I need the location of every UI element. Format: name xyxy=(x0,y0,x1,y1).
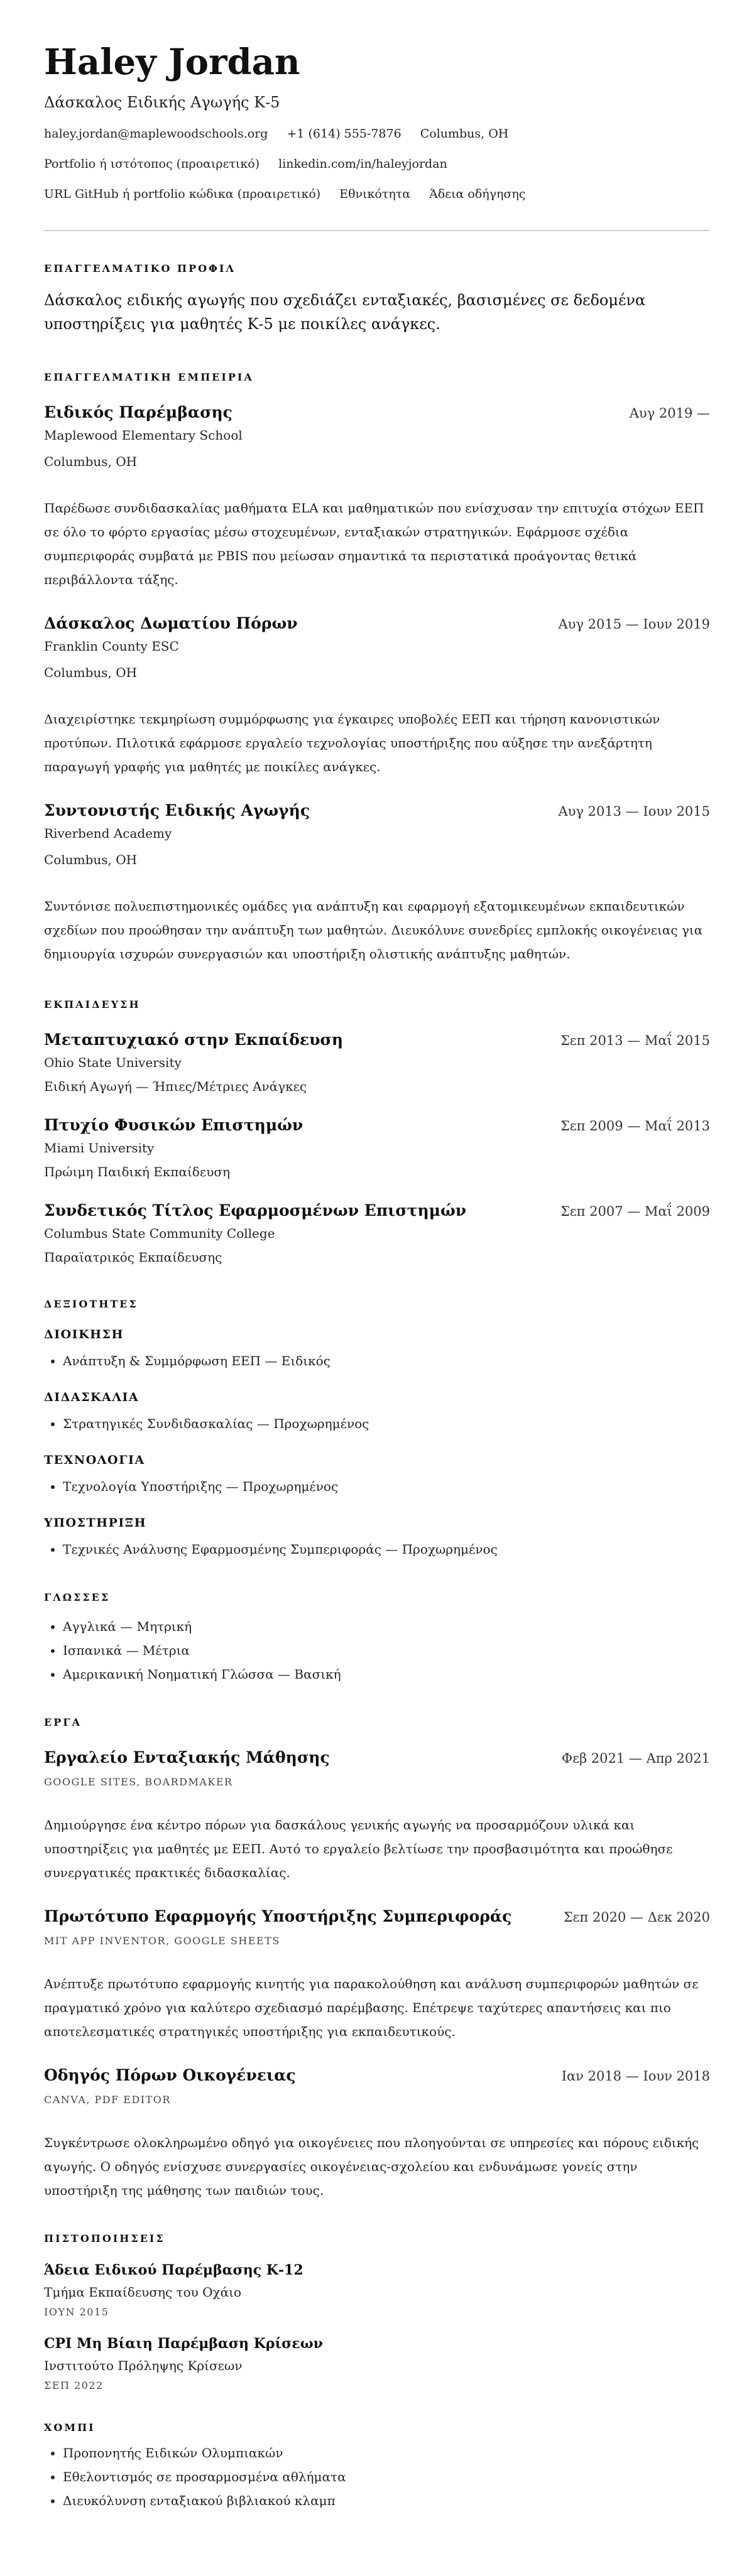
hobby-item: • Διευκόλυνση ενταξιακού βιβλιακού κλαμπ xyxy=(63,2489,710,2513)
skill-category: ΔΙΔΑΣΚΑΛΙΑ xyxy=(44,1390,139,1404)
linkedin-link[interactable]: linkedin.com/in/haleyjordan xyxy=(278,157,447,171)
certification-date: ΙΟΥΝ 2015 xyxy=(44,2306,109,2318)
certification-issuer: Ινστιτούτο Πρόληψης Κρίσεων xyxy=(44,2358,243,2373)
education-entry xyxy=(44,1029,710,1096)
language-item: • Ισπανικά — Μέτρια xyxy=(63,1638,710,1662)
phone-number[interactable]: +1 (614) 555-7876 xyxy=(287,127,402,141)
education-dates: Σεπ 2013 — Μαΐ 2015 xyxy=(560,1033,710,1048)
hobbies-section xyxy=(44,2422,710,2513)
section-heading: ΔΕΞΙΟΤΗΤΕΣ xyxy=(44,1298,138,1310)
profile-section xyxy=(44,262,710,336)
degree: Πτυχίο Φυσικών Επιστημών xyxy=(44,1116,303,1134)
experience-entry xyxy=(44,402,710,592)
experience-entry xyxy=(44,613,710,779)
license-text: Άδεια οδήγησης xyxy=(429,187,526,201)
experience-section xyxy=(44,371,710,966)
job-location: Columbus, OH xyxy=(44,852,138,867)
certification-name: CPI Μη Βίαιη Παρέμβαση Κρίσεων xyxy=(44,2335,323,2352)
education-dates: Σεπ 2009 — Μαΐ 2013 xyxy=(560,1118,710,1134)
language-item: • Αγγλικά — Μητρική xyxy=(63,1615,710,1638)
email-link[interactable]: haley.jordan@maplewoodschools.org xyxy=(44,127,268,141)
candidate-name: Haley Jordan xyxy=(44,41,300,83)
hobby-item: • Προπονητής Ειδικών Ολυμπιακών xyxy=(63,2441,710,2465)
skill-category: ΔΙΟΙΚΗΣΗ xyxy=(44,1328,124,1341)
education-dates: Σεπ 2007 — Μαΐ 2009 xyxy=(560,1204,710,1219)
project-dates: Φεβ 2021 — Απρ 2021 xyxy=(561,1751,710,1766)
job-location: Columbus, OH xyxy=(44,665,138,680)
contact-line-3 xyxy=(44,186,710,202)
certification-issuer: Τμήμα Εκπαίδευσης του Οχάιο xyxy=(44,2285,242,2300)
education-entry xyxy=(44,1115,710,1181)
github-link[interactable]: URL GitHub ή portfolio κώδικα (προαιρετικό) xyxy=(44,187,321,201)
project-dates: Ιαν 2018 — Ιουν 2018 xyxy=(561,2069,710,2084)
languages-section xyxy=(44,1591,710,1686)
section-heading: ΓΛΩΣΣΕΣ xyxy=(44,1591,111,1603)
contact-line-2 xyxy=(44,156,710,172)
school: Ohio State University xyxy=(44,1055,182,1070)
skill-item: • Ανάπτυξη & Συμμόρφωση ΕΕΠ — Ειδικός xyxy=(63,1349,710,1373)
job-location: Columbus, OH xyxy=(44,454,138,469)
job-description: Συντόνισε πολυεπιστημονικές ομάδες για ανάπτυξη και εφαρμογή εξατομικευμένων εκπαιδευτικών σχεδίων που προώθησαν την ανάπτυξη των μαθητών. Διευκόλυνε συνεδρίες εμπλοκής οικογένειας για δημιουργία ισχυρών συνεργασιών και υποστήριξη ολιστικής ανάπτυξης μαθητών. xyxy=(44,899,703,961)
field-of-study: Παραϊατρικός Εκπαίδευσης xyxy=(44,1250,222,1265)
degree: Μεταπτυχιακό στην Εκπαίδευση xyxy=(44,1031,344,1049)
employer: Franklin County ESC xyxy=(44,639,179,654)
skills-section xyxy=(44,1298,710,1561)
field-of-study: Πρώιμη Παιδική Εκπαίδευση xyxy=(44,1164,230,1179)
project-description: Συγκέντρωσε ολοκληρωμένο οδηγό για οικογένειες που πλοηγούνται σε υπηρεσίες και πόρους ειδικής αγωγής. Ο οδηγός ενίσχυσε συνεργασίες οικογένειας-σχολείου και ενδυνάμωσε γονείς στην υποστήριξη της μάθησης των παιδιών τους. xyxy=(44,2135,699,2198)
projects-section xyxy=(44,1716,710,2202)
employer: Riverbend Academy xyxy=(44,826,172,841)
field-of-study: Ειδική Αγωγή — Ήπιες/Μέτριες Ανάγκες xyxy=(44,1079,307,1094)
skill-list xyxy=(44,1412,710,1436)
job-description: Παρέδωσε συνδιδασκαλίας μαθήματα ELA και μαθηματικών που ενίσχυσαν την επιτυχία στόχων ΕΕΠ σε όλο το φόρτο εργασίας μέσω στοχευμένων, ενταξιακών στρατηγικών. Εφάρμοσε σχέδια συμπεριφοράς συμβατά με PBIS που μείωσαν σημαντικά τα περιστατικά προάγοντας θετικά περιβάλλοντα τάξης. xyxy=(44,501,704,587)
project-entry xyxy=(44,2065,710,2202)
employer: Maplewood Elementary School xyxy=(44,428,243,443)
skill-item: • Τεχνολογία Υποστήριξης — Προχωρημένος xyxy=(63,1475,710,1498)
section-heading: ΕΠΑΓΓΕΛΜΑΤΙΚΗ ΕΜΠΕΙΡΙΑ xyxy=(44,371,254,383)
job-description: Διαχειρίστηκε τεκμηρίωση συμμόρφωσης για έγκαιρες υποβολές ΕΕΠ και τήρηση κανονιστικών προτύπων. Πιλοτικά εφάρμοσε εργαλείο τεχνολογίας υποστήριξης που αύξησε την ανεξάρτητη παραγωγή γραφής για μαθητές με ποικίλες ανάγκες. xyxy=(44,712,660,774)
contact-line-1 xyxy=(44,126,710,142)
hobby-item: • Εθελοντισμός σε προσαρμοσμένα αθλήματα xyxy=(63,2465,710,2489)
job-role: Δάσκαλος Δωματίου Πόρων xyxy=(44,614,298,632)
skill-list xyxy=(44,1475,710,1498)
project-title: Πρωτότυπο Εφαρμογής Υποστήριξης Συμπεριφοράς xyxy=(44,1907,512,1925)
project-description: Δημιούργησε ένα κέντρο πόρων για δασκάλους γενικής αγωγής να προσαρμόζουν υλικά και υποστηρίξεις για μαθητές με ΕΕΠ. Αυτό το εργαλείο βελτίωσε την προσβασιμότητα και προώθησε συνεργατικές πρακτικές διδασκαλίας. xyxy=(44,1817,673,1880)
project-title: Εργαλείο Ενταξιακής Μάθησης xyxy=(44,1748,330,1767)
project-tech: CANVA, PDF EDITOR xyxy=(44,2094,171,2106)
school: Columbus State Community College xyxy=(44,1226,275,1241)
skill-list xyxy=(44,1537,710,1561)
project-entry xyxy=(44,1906,710,2043)
section-heading: ΕΡΓΑ xyxy=(44,1716,82,1728)
skill-category: ΤΕΧΝΟΛΟΓΙΑ xyxy=(44,1453,145,1467)
skill-item: • Τεχνικές Ανάλυσης Εφαρμοσμένης Συμπεριφοράς — Προχωρημένος xyxy=(63,1537,710,1561)
job-role: Ειδικός Παρέμβασης xyxy=(44,403,232,421)
education-section xyxy=(44,998,710,1267)
job-dates: Αυγ 2019 — xyxy=(629,406,710,421)
experience-entry xyxy=(44,800,710,966)
project-dates: Σεπ 2020 — Δεκ 2020 xyxy=(563,1910,710,1925)
education-entry xyxy=(44,1200,710,1267)
certification-entry xyxy=(44,2335,710,2391)
section-heading: ΠΙΣΤΟΠΟΙΗΣΕΙΣ xyxy=(44,2232,165,2244)
header-divider xyxy=(44,230,710,231)
hobby-list xyxy=(44,2441,710,2513)
degree: Συνδετικός Τίτλος Εφαρμοσμένων Επιστημών xyxy=(44,1201,467,1220)
project-tech: MIT APP INVENTOR, GOOGLE SHEETS xyxy=(44,1935,280,1947)
school: Miami University xyxy=(44,1140,155,1155)
job-role: Συντονιστής Ειδικής Αγωγής xyxy=(44,801,310,820)
certification-date: ΣΕΠ 2022 xyxy=(44,2379,104,2391)
skill-category: ΥΠΟΣΤΗΡΙΞΗ xyxy=(44,1516,147,1530)
certification-name: Άδεια Ειδικού Παρέμβασης Κ-12 xyxy=(44,2262,303,2278)
profile-summary: Δάσκαλος ειδικής αγωγής που σχεδιάζει ενταξιακές, βασισμένες σε δεδομένα υποστηρίξεις για μαθητές Κ-5 με ποικίλες ανάγκες. xyxy=(44,291,646,333)
location-text: Columbus, OH xyxy=(420,127,509,141)
project-title: Οδηγός Πόρων Οικογένειας xyxy=(44,2066,296,2084)
language-item: • Αμερικανική Νοηματική Γλώσσα — Βασική xyxy=(63,1662,710,1686)
section-heading: ΕΠΑΓΓΕΛΜΑΤΙΚΟ ΠΡΟΦΙΛ xyxy=(44,262,236,274)
section-heading: ΧΟΜΠΙ xyxy=(44,2422,96,2433)
section-heading: ΕΚΠΑΙΔΕΥΣΗ xyxy=(44,998,141,1010)
skill-list xyxy=(44,1349,710,1373)
project-tech: GOOGLE SITES, BOARDMAKER xyxy=(44,1776,233,1788)
job-dates: Αυγ 2015 — Ιουν 2019 xyxy=(558,617,710,632)
portfolio-link[interactable]: Portfolio ή ιστότοπος (προαιρετικό) xyxy=(44,157,260,171)
skill-item: • Στρατηγικές Συνδιδασκαλίας — Προχωρημένος xyxy=(63,1412,710,1436)
certification-entry xyxy=(44,2262,710,2318)
language-list xyxy=(44,1615,710,1686)
job-title: Δάσκαλος Ειδικής Αγωγής Κ-5 xyxy=(44,94,280,111)
certifications-section xyxy=(44,2232,710,2391)
job-dates: Αυγ 2013 — Ιουν 2015 xyxy=(558,804,710,819)
project-entry xyxy=(44,1747,710,1885)
nationality-text: Εθνικότητα xyxy=(339,187,411,201)
project-description: Ανέπτυξε πρωτότυπο εφαρμογής κινητής για παρακολούθηση και ανάλυση συμπεριφορών μαθητών σε πραγματικό χρόνο για καλύτερο σχεδιασμό παρέμβασης. Επέτρεψε ταχύτερες απαντήσεις και πιο αποτελεσματικές στρατηγικές υποστήριξης για εκπαιδευτικούς. xyxy=(44,1976,699,2039)
